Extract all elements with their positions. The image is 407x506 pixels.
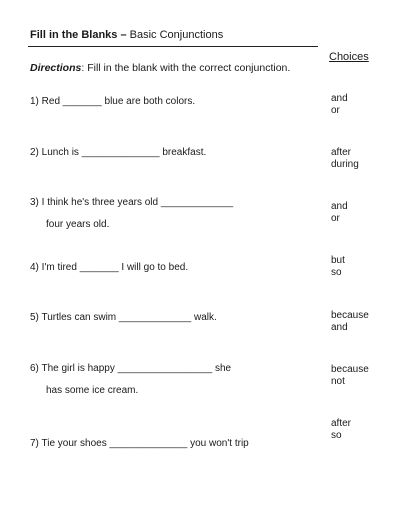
question-6-text: 6) The girl is happy _________________ she bbox=[30, 363, 232, 374]
question-4 bbox=[30, 261, 188, 275]
choice-7b: so bbox=[331, 430, 342, 441]
worksheet-title bbox=[30, 29, 223, 41]
title-dash: – bbox=[117, 29, 130, 41]
question-3-text: 3) I think he's three years old _____________ bbox=[30, 197, 234, 208]
question-5 bbox=[30, 311, 217, 325]
question-2 bbox=[30, 146, 206, 160]
choice-3a: and bbox=[331, 201, 348, 212]
question-3 bbox=[30, 196, 233, 232]
choice-6b: not bbox=[331, 376, 345, 387]
question-6 bbox=[30, 362, 231, 398]
choice-5a: because bbox=[331, 310, 369, 321]
question-1-text: 1) Red _______ blue are both colors. bbox=[30, 96, 196, 107]
title-bold: Fill in the Blanks bbox=[30, 29, 118, 41]
question-3-text-cont: four years old. bbox=[46, 219, 110, 230]
choice-7a: after bbox=[331, 418, 352, 429]
choices-7 bbox=[331, 418, 351, 442]
choice-1b: or bbox=[331, 105, 340, 116]
question-7 bbox=[30, 437, 249, 451]
choice-6a: because bbox=[331, 364, 369, 375]
choices-header: Choices bbox=[329, 51, 369, 63]
choice-4b: so bbox=[331, 267, 342, 278]
directions-label: Directions bbox=[30, 62, 82, 74]
choice-2b: during bbox=[331, 159, 359, 170]
question-7-text: 7) Tie your shoes ______________ you won't trip bbox=[30, 438, 249, 449]
directions-text: : Fill in the blank with the correct conjunction. bbox=[81, 62, 291, 74]
choices-6 bbox=[331, 364, 369, 388]
choice-5b: and bbox=[331, 322, 348, 333]
directions bbox=[30, 62, 290, 74]
question-5-text: 5) Turtles can swim _____________ walk. bbox=[30, 312, 217, 323]
title-subtitle: Basic Conjunctions bbox=[129, 29, 224, 41]
choice-2a: after bbox=[331, 147, 352, 158]
choices-4 bbox=[331, 255, 345, 279]
choice-3b: or bbox=[331, 213, 340, 224]
choices-3 bbox=[331, 201, 348, 225]
title-underline bbox=[28, 46, 318, 47]
choices-2 bbox=[331, 147, 359, 171]
choice-1a: and bbox=[331, 93, 348, 104]
choices-1 bbox=[331, 93, 348, 117]
choice-4a: but bbox=[331, 255, 345, 266]
question-4-text: 4) I'm tired _______ I will go to bed. bbox=[30, 262, 189, 273]
choices-5 bbox=[331, 310, 369, 334]
question-2-text: 2) Lunch is ______________ breakfast. bbox=[30, 147, 207, 158]
question-1 bbox=[30, 95, 195, 109]
question-6-text-cont: has some ice cream. bbox=[46, 385, 139, 396]
